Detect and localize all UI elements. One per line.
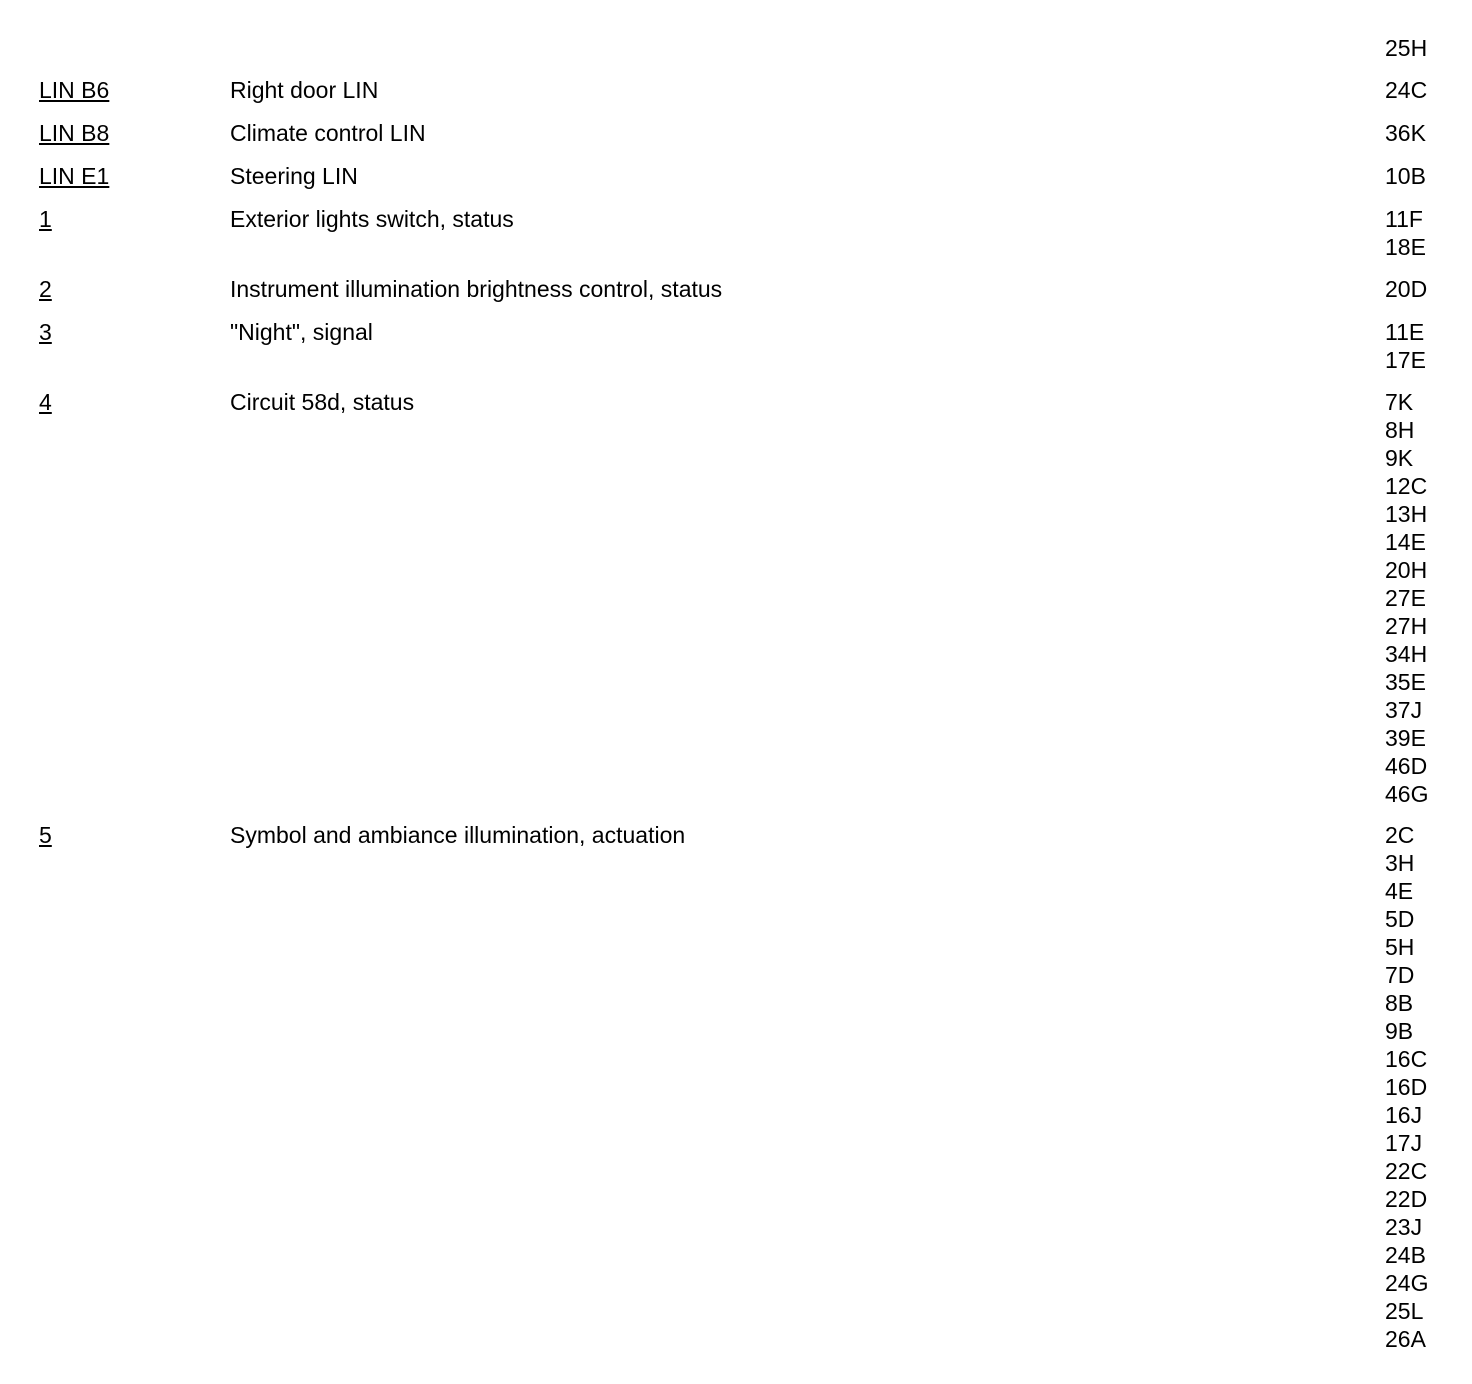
reference-link[interactable]: 36K <box>1385 120 1426 146</box>
row-code-link[interactable]: 3 <box>39 319 52 345</box>
row-description: "Night", signal <box>230 319 373 345</box>
reference-list <box>1385 821 1428 1353</box>
reference-link[interactable]: 9B <box>1385 1018 1414 1044</box>
reference-link[interactable]: 10B <box>1385 163 1426 189</box>
row-description: Instrument illumination brightness control, status <box>230 276 723 302</box>
row-description: Steering LIN <box>230 163 358 189</box>
row-code-link[interactable]: LIN B6 <box>39 77 110 103</box>
reference-link[interactable]: 26A <box>1385 1326 1426 1352</box>
reference-link[interactable]: 22D <box>1385 1186 1428 1212</box>
row-code-link[interactable]: 2 <box>39 276 52 302</box>
reference-link[interactable]: 24G <box>1385 1270 1429 1296</box>
reference-link[interactable]: 5H <box>1385 934 1415 960</box>
row-description: Climate control LIN <box>230 120 426 146</box>
reference-link[interactable]: 8B <box>1385 990 1414 1016</box>
reference-list <box>1385 275 1427 303</box>
row-code-link[interactable]: 1 <box>39 206 52 232</box>
reference-link[interactable]: 16J <box>1385 1102 1423 1128</box>
row-code-link[interactable]: LIN E1 <box>39 163 110 189</box>
reference-link[interactable]: 18E <box>1385 234 1426 260</box>
reference-link[interactable]: 24C <box>1385 77 1428 103</box>
row-code-link[interactable]: LIN B8 <box>39 120 110 146</box>
reference-list <box>1385 34 1427 62</box>
reference-link[interactable]: 5D <box>1385 906 1415 932</box>
reference-link[interactable]: 17E <box>1385 347 1426 373</box>
reference-link[interactable]: 46G <box>1385 781 1429 807</box>
reference-list <box>1385 388 1428 808</box>
row-description: Right door LIN <box>230 77 379 103</box>
reference-list <box>1385 119 1426 147</box>
reference-link[interactable]: 16C <box>1385 1046 1428 1072</box>
reference-link[interactable]: 8H <box>1385 417 1415 443</box>
reference-link[interactable]: 4E <box>1385 878 1414 904</box>
reference-link[interactable]: 9K <box>1385 445 1414 471</box>
reference-link[interactable]: 27E <box>1385 585 1426 611</box>
row-description: Exterior lights switch, status <box>230 206 514 232</box>
reference-link[interactable]: 17J <box>1385 1130 1423 1156</box>
reference-link[interactable]: 7K <box>1385 389 1414 415</box>
reference-link[interactable]: 39E <box>1385 725 1426 751</box>
reference-link[interactable]: 46D <box>1385 753 1428 779</box>
row-code-link[interactable]: 4 <box>39 389 52 415</box>
reference-link[interactable]: 13H <box>1385 501 1428 527</box>
row-description: Circuit 58d, status <box>230 389 415 415</box>
reference-link[interactable]: 20D <box>1385 276 1428 302</box>
reference-link[interactable]: 34H <box>1385 641 1428 667</box>
reference-link[interactable]: 25L <box>1385 1298 1424 1324</box>
reference-link[interactable]: 11E <box>1385 319 1425 345</box>
reference-link[interactable]: 2C <box>1385 822 1415 848</box>
reference-list <box>1385 205 1426 261</box>
reference-link[interactable]: 27H <box>1385 613 1428 639</box>
reference-link[interactable]: 16D <box>1385 1074 1428 1100</box>
reference-link[interactable]: 7D <box>1385 962 1415 988</box>
reference-list <box>1385 162 1426 190</box>
reference-link[interactable]: 24B <box>1385 1242 1426 1268</box>
reference-link[interactable]: 14E <box>1385 529 1426 555</box>
reference-link[interactable]: 23J <box>1385 1214 1423 1240</box>
reference-link[interactable]: 35E <box>1385 669 1426 695</box>
reference-link[interactable]: 11F <box>1385 206 1423 232</box>
row-code-link[interactable]: 5 <box>39 822 52 848</box>
reference-list <box>1385 318 1426 374</box>
reference-link[interactable]: 22C <box>1385 1158 1428 1184</box>
reference-link[interactable]: 3H <box>1385 850 1415 876</box>
reference-list <box>1385 76 1427 104</box>
reference-link[interactable]: 12C <box>1385 473 1428 499</box>
reference-link[interactable]: 37J <box>1385 697 1423 723</box>
reference-link[interactable]: 20H <box>1385 557 1428 583</box>
reference-link[interactable]: 25H <box>1385 35 1428 61</box>
row-description: Symbol and ambiance illumination, actuation <box>230 822 686 848</box>
